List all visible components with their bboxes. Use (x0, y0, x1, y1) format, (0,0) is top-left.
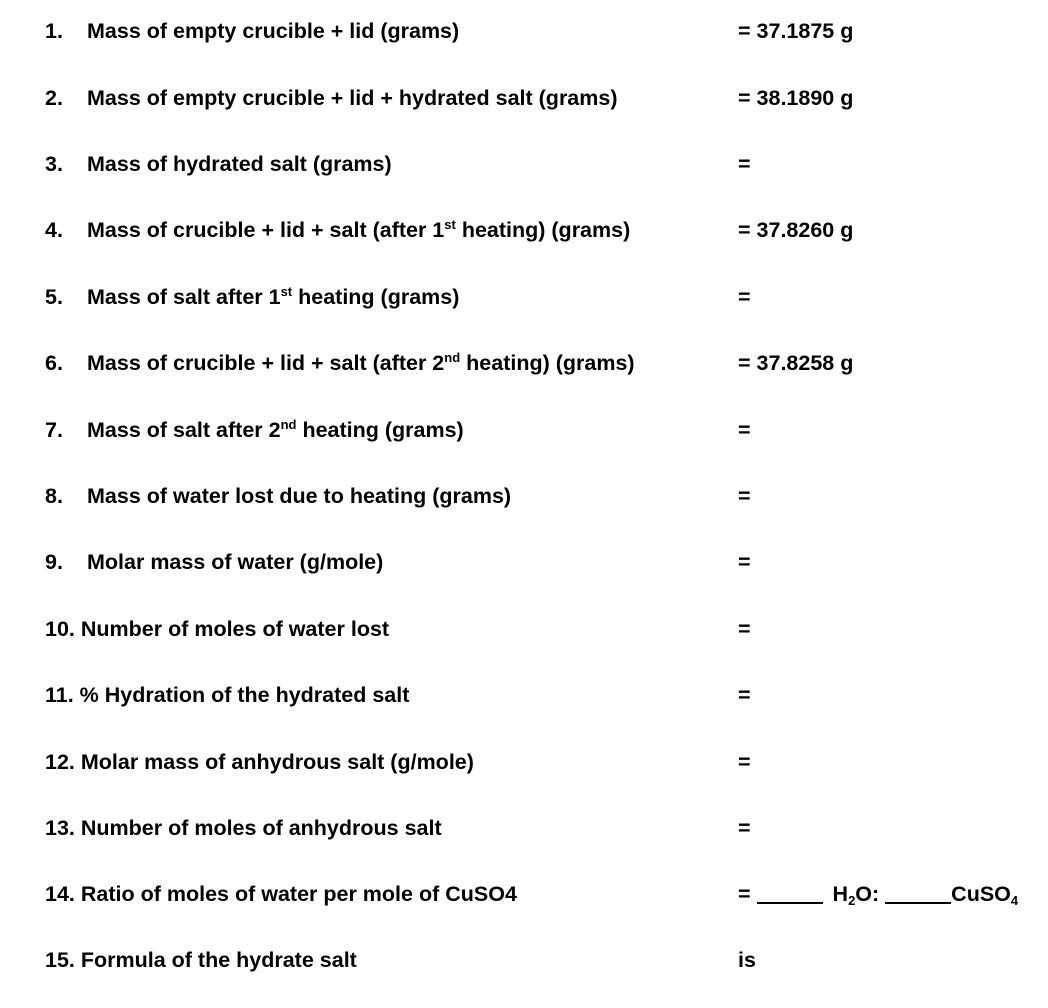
row-number: 5. (45, 285, 63, 309)
row-answer: = (738, 152, 751, 176)
row-label: 15. Formula of the hydrate salt (45, 948, 357, 972)
worksheet-row-1 (0, 11, 1048, 51)
row-label: Mass of salt after 1st heating (grams) (87, 284, 460, 309)
row-label: Mass of salt after 2nd heating (grams) (87, 417, 464, 442)
row-label: Mass of empty crucible + lid + hydrated salt (grams) (87, 86, 618, 110)
row-label: Mass of crucible + lid + salt (after 2nd heating) (grams) (87, 350, 635, 375)
ordinal-suffix: st (280, 284, 293, 299)
row-label: Mass of empty crucible + lid (grams) (87, 19, 460, 43)
row-answer: = 37.8260 g (738, 218, 854, 242)
worksheet-row-10 (0, 609, 1048, 649)
row-number: 8. (45, 484, 63, 508)
worksheet-row-14 (0, 874, 1048, 914)
row-number: 4. (45, 218, 63, 242)
worksheet-row-9 (0, 542, 1048, 582)
row-answer: = (738, 816, 751, 840)
row-number: 9. (45, 550, 63, 574)
row-label: 13. Number of moles of anhydrous salt (45, 816, 442, 840)
worksheet-row-5 (0, 277, 1048, 317)
row-label: 11. % Hydration of the hydrated salt (45, 683, 410, 707)
row-answer: = (738, 750, 751, 774)
ordinal-suffix: nd (280, 417, 297, 432)
row-label: Molar mass of water (g/mole) (87, 550, 384, 574)
salt-formula: CuSO$_4$ (951, 882, 1019, 908)
row-answer: is (738, 948, 756, 972)
worksheet-row-13 (0, 808, 1048, 848)
worksheet-row-6 (0, 343, 1048, 383)
row-answer: = 38.1890 g (738, 86, 854, 110)
worksheet-row-7 (0, 410, 1048, 450)
worksheet-row-2 (0, 78, 1048, 118)
worksheet-row-8 (0, 476, 1048, 516)
row-label: Mass of water lost due to heating (grams) (87, 484, 512, 508)
row-number: 7. (45, 418, 63, 442)
row-answer: = (738, 550, 751, 574)
row-number: 3. (45, 152, 63, 176)
row-answer: = (738, 484, 751, 508)
ordinal-suffix: st (444, 217, 456, 232)
row-number: 6. (45, 351, 63, 375)
row-label: 10. Number of moles of water lost (45, 617, 390, 641)
row-label: Mass of hydrated salt (grams) (87, 152, 392, 176)
row-answer: = 37.1875 g (738, 19, 854, 43)
row-number: 1. (45, 19, 63, 43)
row-answer: = (738, 683, 751, 707)
row-label: 14. Ratio of moles of water per mole of CuSO4 (45, 882, 517, 906)
row-answer: = (738, 617, 751, 641)
ratio-answer: = $H_2O$: CuSO$_4$ (738, 882, 1019, 908)
salt-ratio-blank[interactable] (885, 880, 951, 904)
worksheet-row-11 (0, 675, 1048, 715)
water-formula: $H_2O$: (832, 882, 880, 908)
row-answer: = 37.8258 g (738, 351, 854, 375)
worksheet-row-3 (0, 144, 1048, 184)
row-answer: = (738, 418, 751, 442)
row-answer: = (738, 285, 751, 309)
ordinal-suffix: nd (444, 350, 461, 365)
worksheet-row-15 (0, 940, 1048, 980)
row-label: Mass of crucible + lid + salt (after 1st heating) (grams) (87, 217, 631, 242)
row-label: 12. Molar mass of anhydrous salt (g/mole) (45, 750, 474, 774)
row-number: 2. (45, 86, 63, 110)
worksheet-row-12 (0, 742, 1048, 782)
worksheet-row-4 (0, 210, 1048, 250)
water-ratio-blank[interactable] (757, 880, 823, 904)
